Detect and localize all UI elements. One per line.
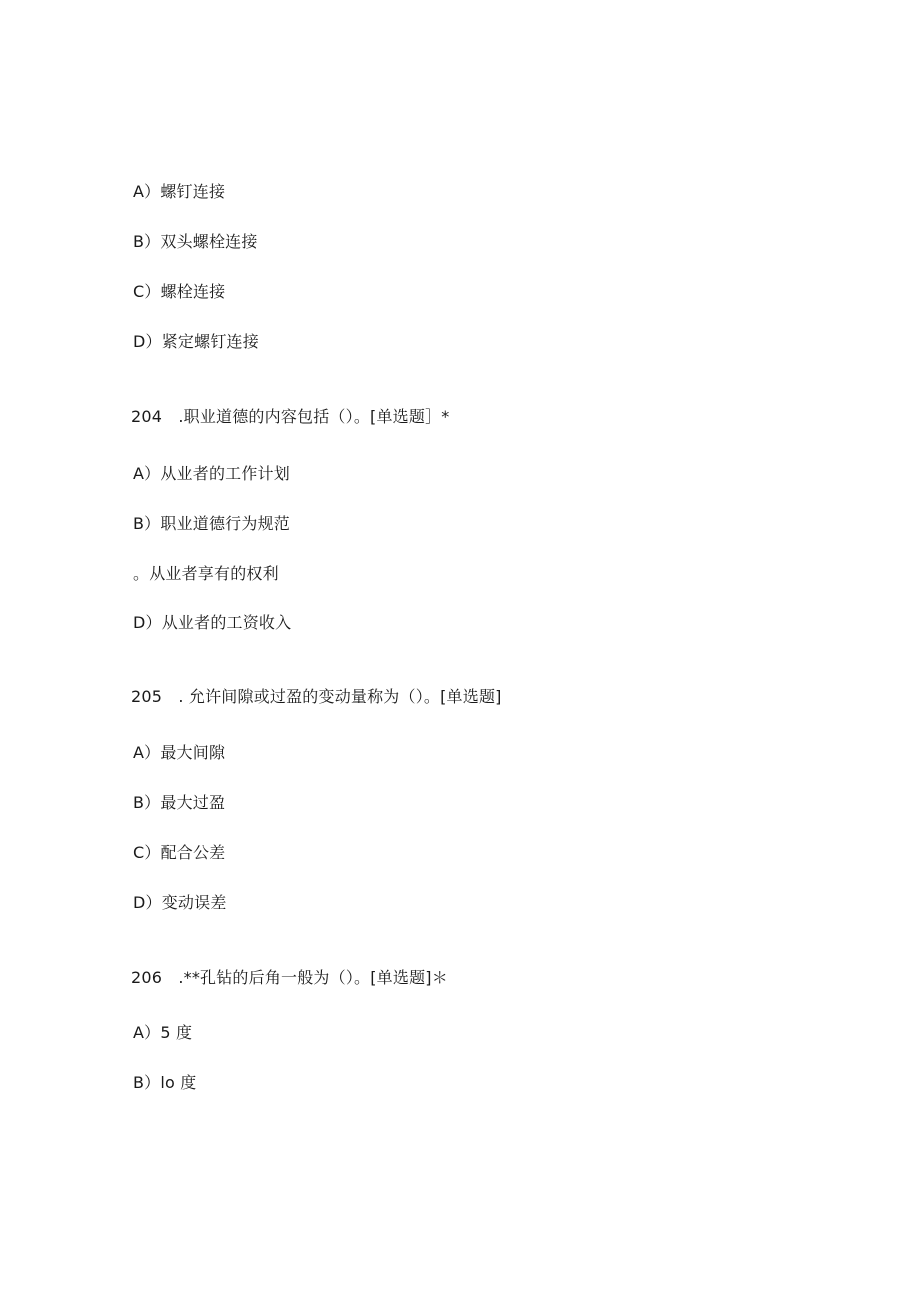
q204-option-b: B）职业道德行为规范 [133,514,290,533]
question-204: 204 .职业道德的内容包括（）。[单选题］* [131,407,450,426]
q204-option-a: A）从业者的工作计划 [133,464,290,483]
q206-option-a: A）5 度 [133,1023,193,1042]
option-a: A）螺钉连接 [133,182,226,201]
option-c: C）螺栓连接 [133,282,226,301]
q204-option-c: 。从业者享有的权利 [133,564,279,583]
question-205: 205 . 允许间隙或过盈的变动量称为（）。[单选题] [131,687,502,706]
q205-option-d: D）变动误差 [133,893,227,912]
q205-option-b: B）最大过盈 [133,793,226,812]
option-b: B）双头螺栓连接 [133,232,258,251]
q204-option-d: D）从业者的工资收入 [133,613,292,632]
question-206: 206 .**孔钻的后角一般为（）。[单选题]＊ [131,968,448,987]
q205-option-c: C）配合公差 [133,843,226,862]
q206-option-b: B）lo 度 [133,1073,197,1092]
option-d: D）紧定螺钉连接 [133,332,259,351]
q205-option-a: A）最大间隙 [133,743,226,762]
